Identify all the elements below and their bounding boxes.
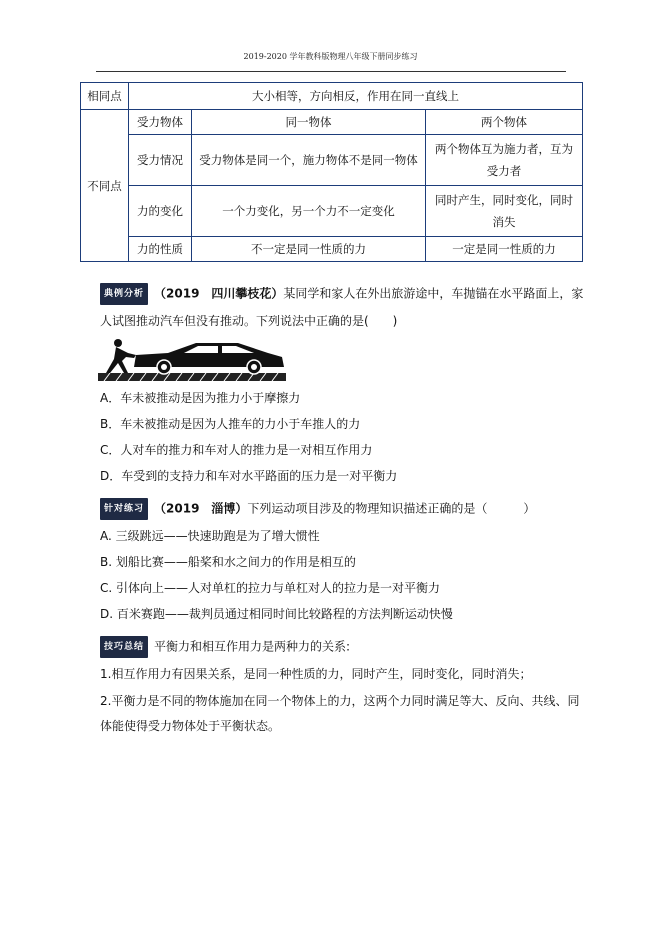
page-header: 2019-2020 学年教科版物理八年级下册同步练习 [243, 52, 418, 61]
header-divider [96, 71, 566, 72]
diff-label-cell: 不同点 [81, 110, 129, 262]
same-text-cell: 大小相等，方向相反，作用在同一直线上 [129, 83, 583, 110]
summary-tag: 技巧总结 [100, 636, 148, 658]
interaction-line: 消失 [492, 215, 516, 229]
person-pushing-car-icon [98, 337, 286, 381]
summary-title-line [100, 636, 570, 658]
row-label: 受力情况 [129, 135, 192, 186]
row-label: 力的变化 [129, 186, 192, 237]
table-row [81, 83, 583, 110]
example-source: （2019 四川攀枝花） [154, 286, 284, 301]
row-label: 受力物体 [129, 110, 192, 135]
table-row [81, 135, 583, 186]
practice-stem-line [100, 498, 570, 520]
example-option-b: B．车未被推动是因为人推车的力小于车推人的力 [100, 417, 361, 431]
example-stem: 某同学和家人在外出旅游途中，车抛锚在水平路面上，家 [283, 286, 584, 301]
balance-cell: 受力物体是同一个，施力物体不是同一物体 [192, 135, 426, 186]
interaction-cell [426, 135, 583, 186]
summary-title: 平衡力和相互作用力是两种力的关系: [154, 639, 351, 654]
balance-cell: 不一定是同一性质的力 [192, 237, 426, 262]
practice-stem: 下列运动项目涉及的物理知识描述正确的是（ ） [247, 501, 536, 516]
practice-option-d: D. 百米赛跑——裁判员通过相同时间比较路程的方法判断运动快慢 [100, 607, 453, 621]
example-option-d: D．车受到的支持力和车对水平路面的压力是一对平衡力 [100, 469, 398, 483]
row-label: 力的性质 [129, 237, 192, 262]
practice-source: （2019 淄博） [154, 501, 248, 516]
practice-option-c: C. 引体向上——人对单杠的拉力与单杠对人的拉力是一对平衡力 [100, 581, 441, 595]
example-tag: 典例分析 [100, 283, 148, 305]
table-row [81, 110, 583, 135]
interaction-line: 两个物体互为施力者，互为 [435, 142, 573, 156]
example-option-c: C．人对车的推力和车对人的推力是一对相互作用力 [100, 443, 373, 457]
example-stem-line2: 人试图推动汽车但没有推动。下列说法中正确的是( ) [100, 314, 398, 328]
practice-option-a: A. 三级跳远——快速助跑是为了增大惯性 [100, 529, 320, 543]
table-row [81, 237, 583, 262]
interaction-cell: 一定是同一性质的力 [426, 237, 583, 262]
interaction-cell: 两个物体 [426, 110, 583, 135]
interaction-line: 受力者 [486, 164, 522, 178]
table-row [81, 186, 583, 237]
balance-cell: 同一物体 [192, 110, 426, 135]
example-stem-line [100, 283, 584, 305]
comparison-table [80, 82, 583, 262]
same-label-cell: 相同点 [81, 83, 129, 110]
summary-point-2-line1: 2.平衡力是不同的物体施加在同一个物体上的力，这两个力同时满足等大、反向、共线、同 [100, 694, 580, 708]
example-option-a: A．车未被推动是因为推力小于摩擦力 [100, 391, 301, 405]
balance-cell: 一个力变化，另一个力不一定变化 [192, 186, 426, 237]
practice-option-b: B. 划船比赛——船桨和水之间力的作用是相互的 [100, 555, 356, 569]
interaction-cell [426, 186, 583, 237]
practice-tag: 针对练习 [100, 498, 148, 520]
summary-point-1: 1.相互作用力有因果关系，是同一种性质的力，同时产生，同时变化，同时消失； [100, 667, 532, 681]
interaction-line: 同时产生，同时变化，同时 [435, 193, 573, 207]
summary-point-2-line2: 体能使得受力物体处于平衡状态。 [100, 719, 281, 733]
